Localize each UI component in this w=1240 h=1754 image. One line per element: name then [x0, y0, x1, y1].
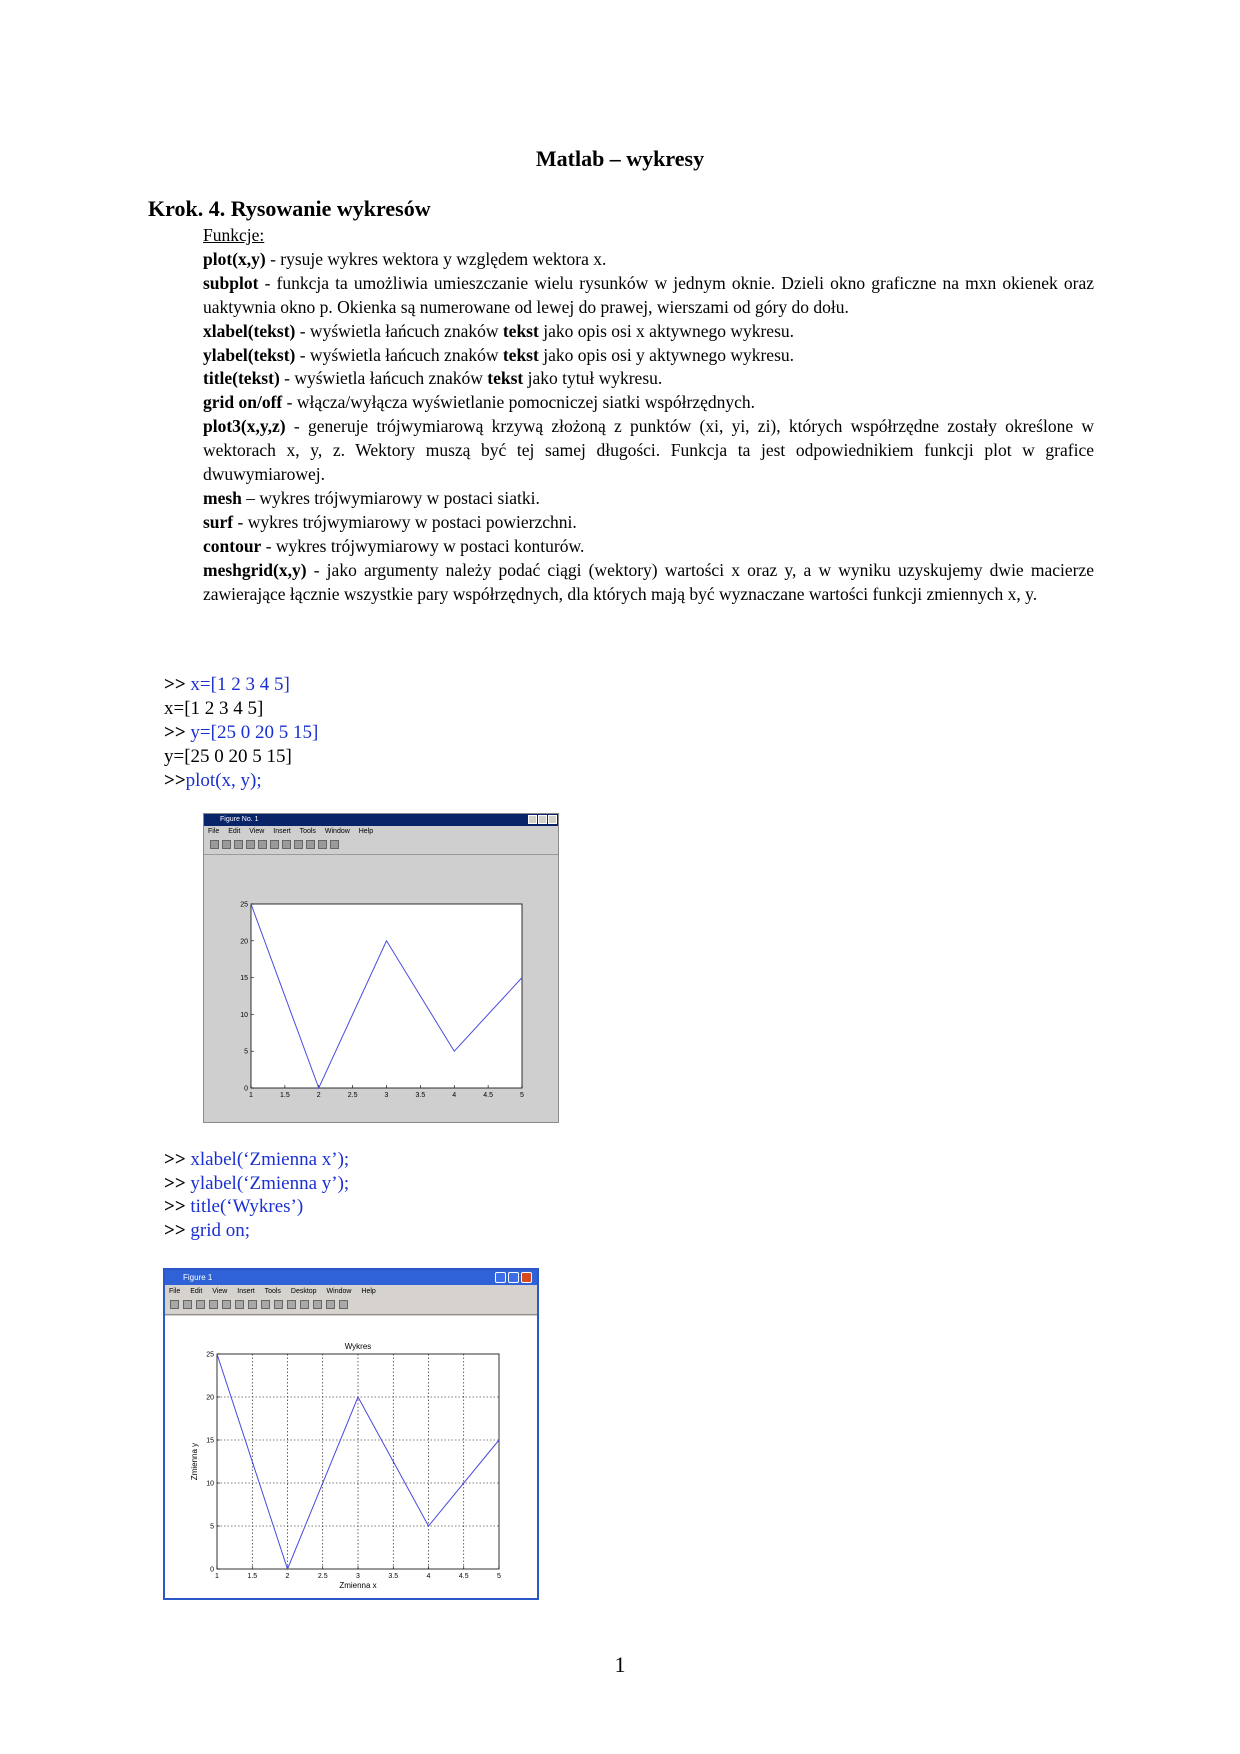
- print-icon[interactable]: [209, 1300, 218, 1309]
- zoom-in-icon[interactable]: [235, 1300, 244, 1309]
- new-file-icon[interactable]: [170, 1300, 179, 1309]
- open-file-icon[interactable]: [222, 840, 231, 849]
- definition-grid: grid on/off - włącza/wyłącza wyświetlanie pomocniczej siatki współrzędnych.: [203, 392, 756, 413]
- definition-plot: plot(x,y) - rysuje wykres wektora y względem wektora x.: [203, 248, 607, 269]
- x-tick-label: 3: [384, 1092, 389, 1099]
- y-tick-label: 10: [206, 1480, 214, 1488]
- menu-edit[interactable]: Edit: [190, 1288, 203, 1295]
- text-icon[interactable]: [270, 840, 279, 849]
- save-icon[interactable]: [196, 1300, 205, 1309]
- code-line: >> title(‘Wykres’): [164, 1196, 304, 1217]
- data-cursor-icon[interactable]: [287, 1300, 296, 1309]
- y-tick-label: 20: [240, 938, 248, 946]
- definition-ylabel: ylabel(tekst) - wyświetla łańcuch znaków tekst jako opis osi y aktywnego wykresu.: [203, 344, 795, 365]
- open-file-icon[interactable]: [183, 1300, 192, 1309]
- code-line: >> x=[1 2 3 4 5]: [164, 674, 290, 695]
- definition-subplot: subplot - funkcja ta umożliwia umieszczanie wielu rysunków w jednym oknie. Dzieli okno graficzne na mxn okienek oraz uaktywnia okno p. Okienka są numerowane od lewej do prawej, wierszami od góry do dołu.: [203, 272, 1094, 317]
- definition-mesh: mesh – wykres trójwymiarowy w postaci siatki.: [203, 487, 540, 508]
- menu-file[interactable]: File: [208, 828, 220, 835]
- code-line: >> xlabel(‘Zmienna x’);: [164, 1149, 350, 1170]
- code-line: >>plot(x, y);: [164, 770, 262, 791]
- minimize-button[interactable]: [495, 1272, 506, 1283]
- definition-surf: surf - wykres trójwymiarowy w postaci powierzchni.: [203, 511, 577, 532]
- y-tick-label: 25: [240, 901, 248, 909]
- y-tick-label: 15: [240, 975, 248, 983]
- line-arrow-icon[interactable]: [282, 840, 291, 849]
- document-title: Matlab – wykresy: [535, 146, 705, 171]
- x-tick-label: 4.5: [483, 1092, 493, 1099]
- print-icon[interactable]: [246, 840, 255, 849]
- zoom-out-icon[interactable]: [248, 1300, 257, 1309]
- x-tick-label: 1: [215, 1573, 219, 1580]
- zoom-in-icon[interactable]: [306, 840, 315, 849]
- y-tick-label: 0: [210, 1566, 214, 1574]
- menu-window[interactable]: Window: [326, 1288, 352, 1295]
- menu-insert[interactable]: Insert: [237, 1288, 255, 1295]
- chart-2: [165, 1316, 537, 1598]
- page-number: 1: [614, 1652, 626, 1677]
- x-tick-label: 2: [316, 1092, 321, 1099]
- plot-tools-icon[interactable]: [326, 1300, 335, 1309]
- rotate-icon[interactable]: [274, 1300, 283, 1309]
- maximize-button[interactable]: [538, 815, 547, 824]
- x-tick-label: 2: [285, 1573, 290, 1580]
- menu-help[interactable]: Help: [358, 828, 374, 835]
- line-icon[interactable]: [294, 840, 303, 849]
- menu-view[interactable]: View: [212, 1288, 228, 1295]
- menu-desktop[interactable]: Desktop: [290, 1288, 317, 1295]
- menu-bar: [208, 828, 380, 835]
- code-output: x=[1 2 3 4 5]: [164, 698, 264, 719]
- window-title: Figure 1: [183, 1273, 213, 1282]
- pan-icon[interactable]: [261, 1300, 270, 1309]
- zoom-out-icon[interactable]: [318, 840, 327, 849]
- hide-plot-tools-icon[interactable]: [339, 1300, 348, 1309]
- rotate-icon[interactable]: [330, 840, 339, 849]
- definition-meshgrid: meshgrid(x,y) - jako argumenty należy podać ciągi (wektory) wartości x oraz y, a w wyniku uzyskujemy dwie macierze zawierające łącznie wszystkie pary współrzędnych, dla których mają być wyznaczane wartości funkcji zmiennych x, y.: [203, 559, 1094, 604]
- code-block-2: [164, 1148, 349, 1242]
- close-button[interactable]: [521, 1272, 532, 1283]
- x-tick-label: 3.5: [388, 1573, 399, 1580]
- close-button[interactable]: [548, 815, 557, 824]
- x-tick-label: 1.5: [247, 1573, 258, 1580]
- maximize-button[interactable]: [508, 1272, 519, 1283]
- y-tick-label: 10: [240, 1011, 248, 1019]
- x-tick-label: 3.5: [415, 1092, 426, 1099]
- menu-file[interactable]: File: [169, 1288, 181, 1295]
- menu-bar: [169, 1288, 384, 1295]
- definition-plot3: plot3(x,y,z) - generuje trójwymiarową krzywą złożoną z punktów (xi, yi, zi), których współrzędne zostały określone w wektorach x, y, z. Wektory muszą być tej samej długości. Funkcja ta jest odpowiednikiem funkcji plot w grafice dwuwymiarowej.: [203, 416, 1094, 485]
- save-icon[interactable]: [234, 840, 243, 849]
- x-tick-label: 4.5: [458, 1573, 469, 1580]
- x-tick-label: 1.5: [280, 1092, 290, 1099]
- title-bar: [204, 814, 558, 826]
- toolbar: [170, 1300, 348, 1309]
- menu-edit[interactable]: Edit: [228, 828, 241, 835]
- menu-tools[interactable]: Tools: [299, 828, 316, 835]
- menu-view[interactable]: View: [249, 828, 265, 835]
- menu-help[interactable]: Help: [361, 1288, 376, 1295]
- code-line: >> y=[25 0 20 5 15]: [164, 722, 319, 743]
- toolbar: [210, 840, 339, 852]
- section-heading: Krok. 4. Rysowanie wykresów: [148, 196, 431, 221]
- x-tick-label: 2.5: [347, 1092, 358, 1099]
- chart-1: [204, 855, 558, 1123]
- title-bar: [165, 1270, 537, 1285]
- new-file-icon[interactable]: [210, 840, 219, 849]
- functions-label: Funkcje:: [203, 225, 265, 245]
- y-tick-label: 5: [244, 1048, 248, 1056]
- y-tick-label: 15: [206, 1437, 214, 1445]
- y-tick-label: 25: [206, 1351, 214, 1359]
- window-title: Figure No. 1: [220, 816, 259, 823]
- colorbar-icon[interactable]: [300, 1300, 309, 1309]
- arrow-icon[interactable]: [258, 840, 267, 849]
- figure-window-1: [203, 813, 559, 1123]
- code-output: y=[25 0 20 5 15]: [164, 746, 292, 767]
- menu-window[interactable]: Window: [324, 828, 350, 835]
- code-block-1: [164, 673, 318, 793]
- x-tick-label: 1: [249, 1092, 253, 1099]
- x-tick-label: 5: [520, 1092, 524, 1099]
- function-definitions: [203, 224, 1094, 607]
- y-tick-label: 0: [244, 1085, 248, 1093]
- x-tick-label: 5: [497, 1573, 501, 1580]
- x-tick-label: 3: [356, 1573, 360, 1580]
- definition-contour: contour - wykres trójwymiarowy w postaci konturów.: [203, 535, 585, 556]
- y-axis-label: Zmienna y: [190, 1442, 199, 1481]
- arrow-icon[interactable]: [222, 1300, 231, 1309]
- y-tick-label: 20: [206, 1394, 214, 1402]
- x-tick-label: 2.5: [317, 1573, 328, 1580]
- figure-window-2: [163, 1268, 539, 1600]
- x-axis-label: Zmienna x: [339, 1581, 377, 1590]
- toolbar-divider: [165, 1314, 537, 1315]
- y-tick-label: 5: [210, 1523, 214, 1531]
- definition-title: title(tekst) - wyświetla łańcuch znaków tekst jako tytuł wykresu.: [203, 368, 663, 389]
- menu-tools[interactable]: Tools: [264, 1288, 281, 1295]
- minimize-button[interactable]: [528, 815, 537, 824]
- x-tick-label: 4: [426, 1573, 431, 1580]
- x-tick-label: 4: [452, 1092, 457, 1099]
- menu-insert[interactable]: Insert: [273, 828, 291, 835]
- code-line: >> grid on;: [164, 1219, 251, 1241]
- code-line: >> ylabel(‘Zmienna y’);: [164, 1172, 350, 1194]
- chart-title: Wykres: [344, 1342, 372, 1351]
- definition-xlabel: xlabel(tekst) - wyświetla łańcuch znaków tekst jako opis osi x aktywnego wykresu.: [203, 320, 795, 341]
- plot-area: [251, 904, 522, 1088]
- legend-icon[interactable]: [313, 1300, 322, 1309]
